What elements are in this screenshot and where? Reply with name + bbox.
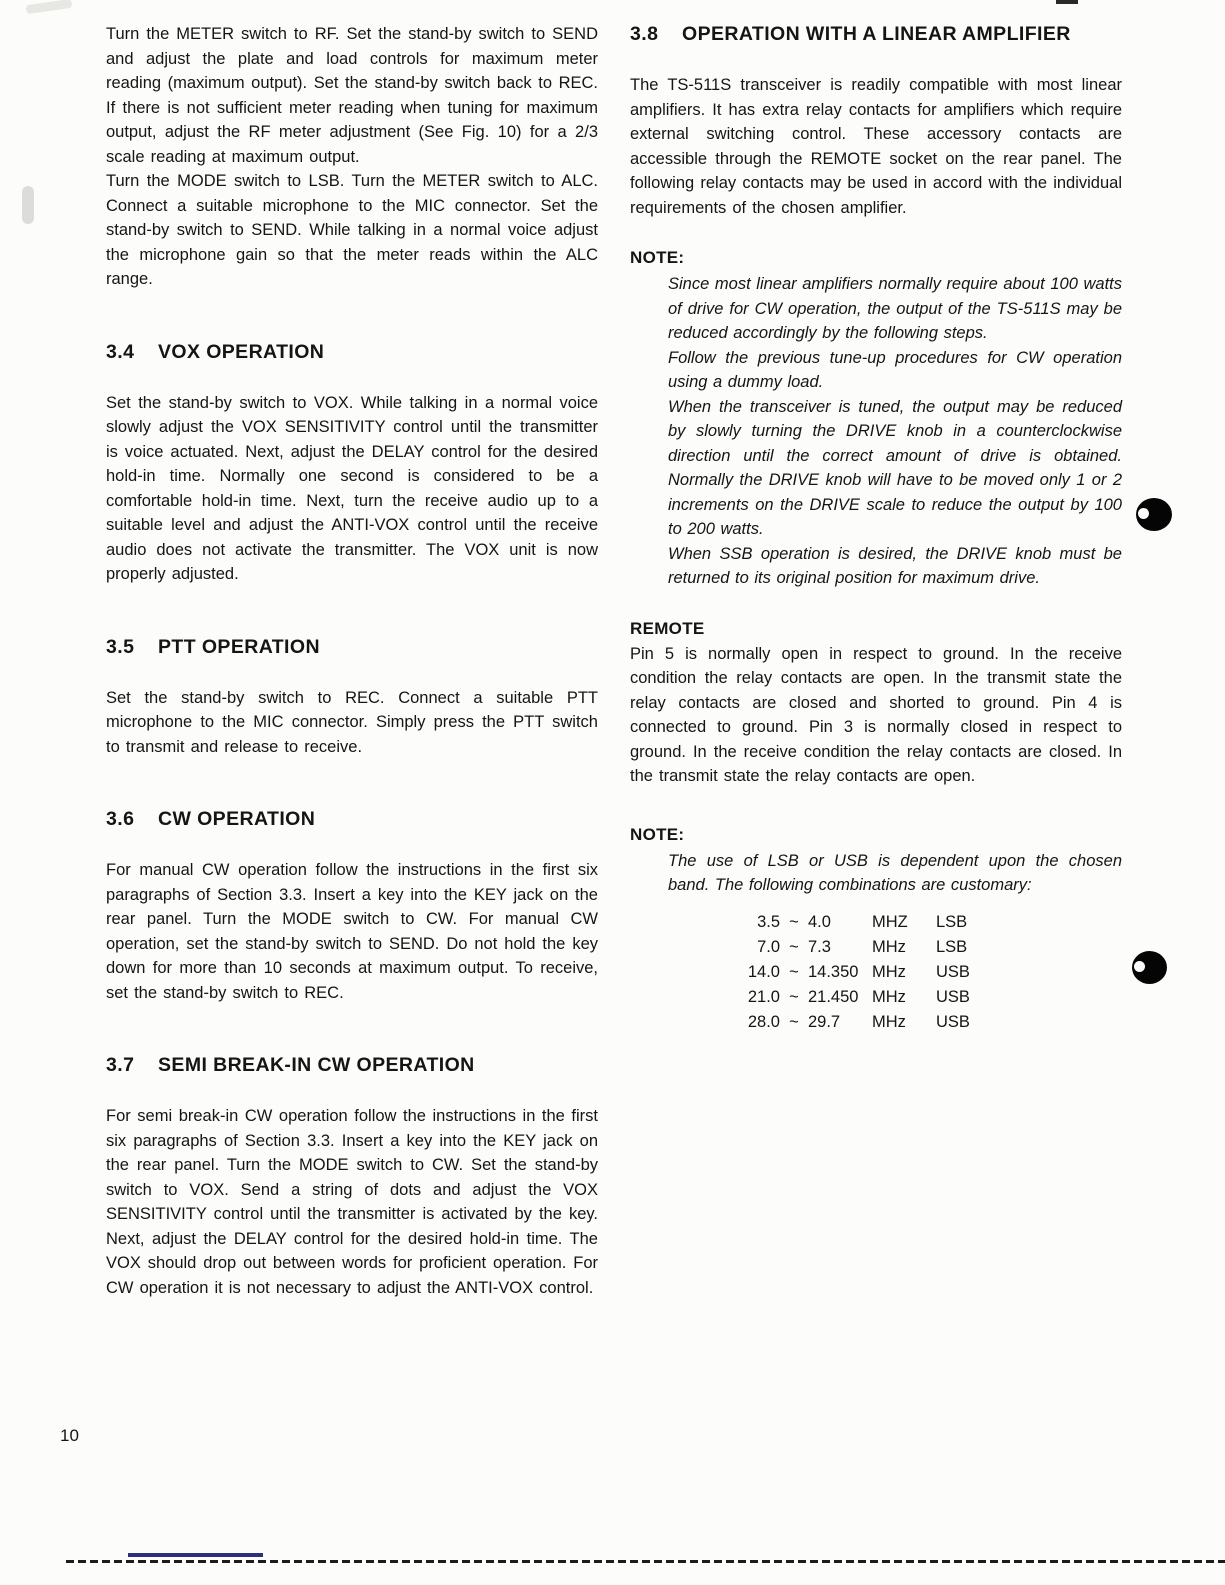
- note-label-2: NOTE:: [630, 824, 685, 844]
- section-title: PTT OPERATION: [158, 635, 320, 658]
- note-paragraph: When the transceiver is tuned, the output may be reduced by slowly turning the DRIVE knob in a counterclockwise direction until the correct amount of drive is obtained. Normally the DRIVE knob will have to be moved only 1 or 2 increments on the DRIVE scale to reduce the output by 100 to 200 watts.: [668, 397, 1122, 538]
- freq-high: 7.3: [808, 937, 831, 956]
- note-paragraph: Since most linear amplifiers normally require about 100 watts of drive for CW operation, the output of the TS-511S may be reduced accordingly by the following steps.: [668, 275, 1122, 342]
- note-block-2: [668, 849, 1122, 1035]
- scan-mark-artifact: [1056, 0, 1078, 4]
- freq-low: 3.5: [757, 912, 780, 931]
- freq-unit: MHz: [872, 962, 906, 981]
- section-heading-3-4: [106, 340, 598, 365]
- tilde-separator: ~: [789, 987, 799, 1006]
- frequency-band-table: [734, 910, 1122, 1035]
- section-number: 3.4: [106, 340, 135, 363]
- table-row: [734, 985, 1122, 1010]
- section-title: OPERATION WITH A LINEAR AMPLIFIER: [682, 23, 1071, 45]
- section-heading-3-7: [106, 1053, 598, 1078]
- section-heading-3-8: [630, 22, 1122, 47]
- freq-unit: MHz: [872, 1012, 906, 1031]
- bottom-dashed-line-artifact: [66, 1560, 1225, 1563]
- tilde-separator: ~: [789, 912, 799, 931]
- freq-mode: LSB: [936, 912, 968, 931]
- binding-hole-artifact: [1136, 498, 1172, 531]
- section-heading-3-6: [106, 807, 598, 832]
- right-column: [630, 22, 1122, 1035]
- table-row: [734, 935, 1122, 960]
- freq-mode: USB: [936, 962, 970, 981]
- section-3-6-body: For manual CW operation follow the instructions in the first six paragraphs of Section 3.3. Insert a key into the KEY jack on the rear panel. Turn the MODE switch to CW. For manual CW operation, set the stand-by switch to SEND. Do not hold the key down for more than 10 seconds at maximum output. To receive, set the stand-by switch to REC.: [106, 861, 598, 1002]
- freq-mode: LSB: [936, 937, 968, 956]
- section-3-5-body: Set the stand-by switch to REC. Connect a suitable PTT microphone to the MIC connector. Simply press the PTT switch to transmit and release to receive.: [106, 688, 598, 756]
- remote-body: Pin 5 is normally open in respect to ground. In the receive condition the relay contacts are open. In the transmit state the relay contacts are closed and shorted to ground. Pin 4 is connected to ground. Pin 3 is normally closed in respect to ground. In the receive condition the relay contacts are closed. In the transmit state the relay contacts are open.: [630, 644, 1122, 785]
- freq-mode: USB: [936, 987, 970, 1006]
- bottom-ink-line-artifact: [128, 1553, 263, 1557]
- section-heading-3-5: [106, 635, 598, 660]
- freq-mode: USB: [936, 1012, 970, 1031]
- freq-low: 28.0: [747, 1012, 780, 1031]
- scan-smudge-artifact: [26, 0, 73, 14]
- table-row: [734, 1010, 1122, 1035]
- section-number: 3.6: [106, 808, 135, 830]
- table-row: [734, 960, 1122, 985]
- left-column: [106, 22, 598, 1300]
- freq-high: 29.7: [808, 1012, 841, 1031]
- scan-smudge-artifact: [22, 186, 34, 224]
- freq-unit: MHz: [872, 937, 906, 956]
- intro-paragraph-2: Turn the MODE switch to LSB. Turn the METER switch to ALC. Connect a suitable microphone to the MIC connector. Set the stand-by switch to SEND. While talking in a normal voice adjust the microphone gain so that the meter reads within the ALC range.: [106, 172, 598, 288]
- section-3-7-body: For semi break-in CW operation follow the instructions in the first six paragraphs of Section 3.3. Insert a key into the KEY jack on the rear panel. Turn the MODE switch to CW. Set the stand-by switch to VOX. Send a string of dots and adjust the VOX SENSITIVITY control until the transmitter is activated by the key. Next, adjust the DELAY control for the desired hold-in time. The VOX should drop out between words for proficient operation. For CW operation it is not necessary to adjust the ANTI-VOX control.: [106, 1107, 598, 1297]
- note-paragraph: When SSB operation is desired, the DRIVE knob must be returned to its original position for maximum drive.: [668, 544, 1122, 587]
- note-block-1: [668, 272, 1122, 591]
- section-number: 3.8: [630, 23, 659, 45]
- freq-low: 21.0: [747, 987, 780, 1006]
- remote-heading: REMOTE: [630, 618, 705, 638]
- section-3-8-body: The TS-511S transceiver is readily compatible with most linear amplifiers. It has extra relay contacts for amplifiers which require external switching control. These accessory contacts are accessible through the REMOTE socket on the rear panel. The following relay contacts may be used in accord with the individual requirements of the chosen amplifier.: [630, 76, 1122, 217]
- section-title: SEMI BREAK-IN CW OPERATION: [158, 1054, 475, 1076]
- section-title: VOX OPERATION: [158, 340, 325, 363]
- tilde-separator: ~: [789, 1012, 799, 1031]
- section-number: 3.7: [106, 1054, 135, 1076]
- section-number: 3.5: [106, 635, 135, 658]
- freq-low: 14.0: [747, 962, 780, 981]
- freq-unit: MHz: [872, 987, 906, 1006]
- tilde-separator: ~: [789, 962, 799, 981]
- section-3-4-body: Set the stand-by switch to VOX. While talking in a normal voice slowly adjust the VOX SENSITIVITY control until the transmitter is voice actuated. Next, adjust the DELAY control for the desired hold-in time. Normally one second is considered to be a comfortable hold-in time. Next, turn the receive audio up to a suitable level and adjust the ANTI-VOX control until the receive audio does not activate the transmitter. The VOX unit is now properly adjusted.: [106, 393, 598, 583]
- freq-low: 7.0: [757, 937, 780, 956]
- note-label-1: NOTE:: [630, 248, 685, 267]
- note-paragraph: Follow the previous tune-up procedures for CW operation using a dummy load.: [668, 348, 1122, 391]
- intro-paragraph-1: Turn the METER switch to RF. Set the stand-by switch to SEND and adjust the plate and load controls for maximum meter reading (maximum output). Set the stand-by switch back to REC. If there is not sufficient meter reading when tuning for maximum output, adjust the RF meter adjustment (See Fig. 10) for a 2/3 scale reading at maximum output.: [106, 25, 598, 166]
- freq-high: 21.450: [808, 987, 859, 1006]
- tilde-separator: ~: [789, 937, 799, 956]
- table-row: [734, 910, 1122, 935]
- binding-hole-artifact: [1132, 951, 1167, 984]
- section-title: CW OPERATION: [158, 808, 316, 830]
- freq-unit: MHZ: [872, 912, 908, 931]
- freq-high: 14.350: [808, 962, 859, 981]
- freq-high: 4.0: [808, 912, 831, 931]
- page-number: 10: [60, 1426, 79, 1445]
- note-intro: The use of LSB or USB is dependent upon the chosen band. The following combinations are customary:: [668, 851, 1122, 894]
